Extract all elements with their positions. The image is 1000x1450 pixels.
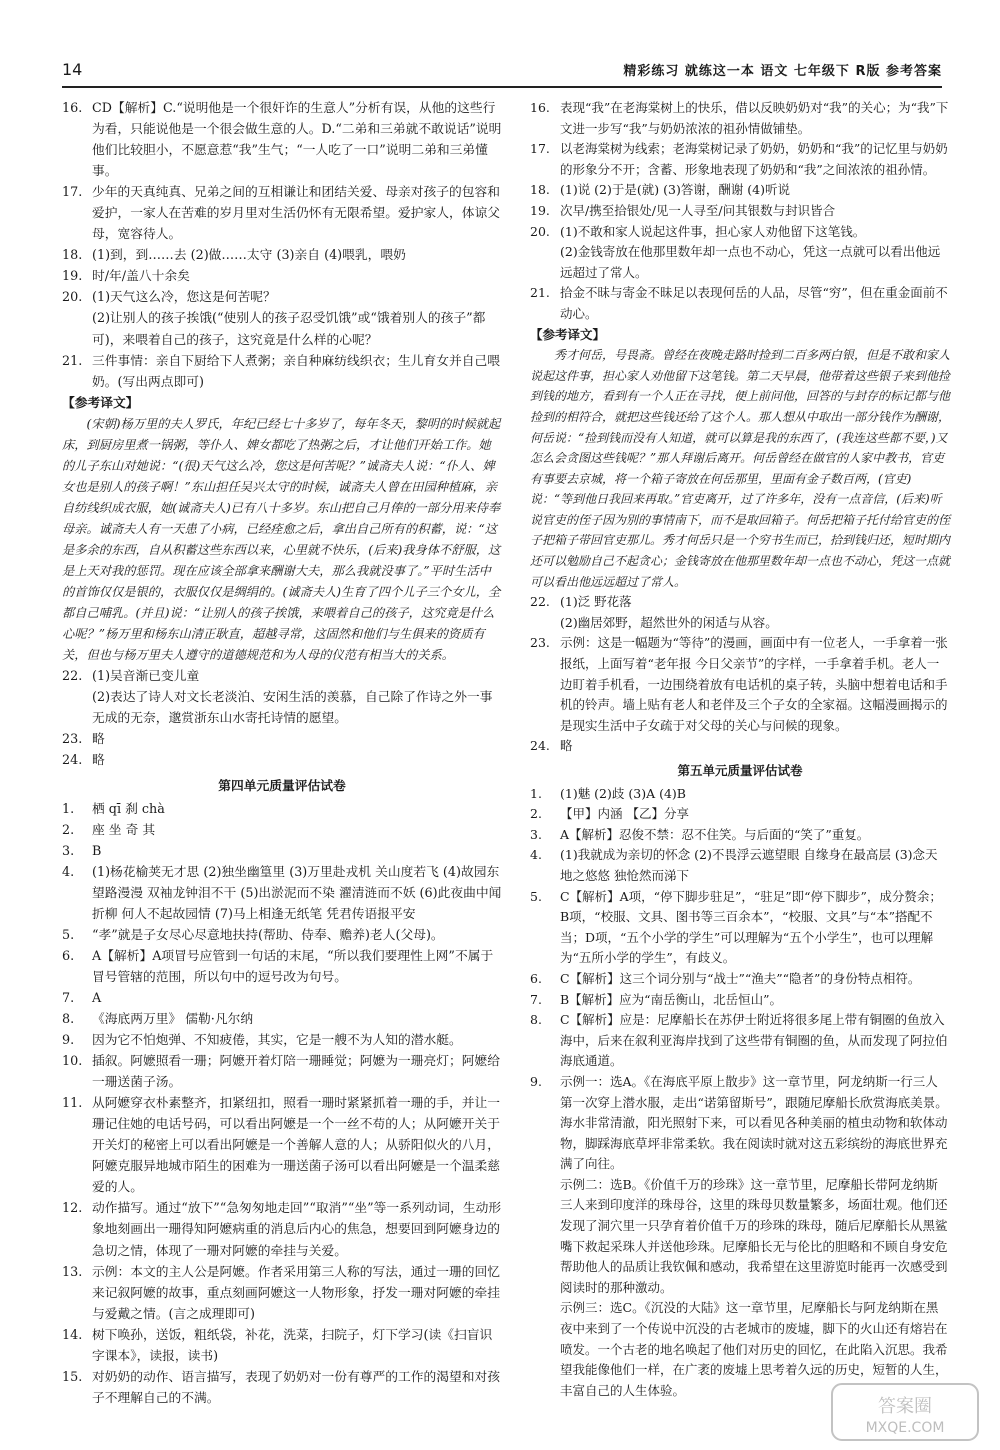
answer-item — [62, 862, 502, 925]
answer-item — [62, 287, 502, 308]
item-number: 3. — [62, 843, 75, 859]
item-number: 14. — [62, 1327, 83, 1343]
item-text: C【解析】应是：尼摩船长在苏伊士附近将很多尾上带有铜圈的鱼放入海中，后来在叙利亚海岸找到了这些带有铜圈的鱼，从而发现了阿拉伯海底通道。 — [560, 1012, 948, 1069]
left-column — [62, 98, 502, 1409]
item-text: A【解析】A项冒号应管到一句话的末尾，“所以我们要理性上网”不属于冒号管辖的范围，所以句中的逗号改为句号。 — [92, 948, 494, 985]
watermark-logo — [830, 1382, 980, 1442]
header-title: 精彩练习 就练这一本 语文 七年级下 R版 参考答案 — [623, 64, 942, 79]
item-text: 插叙。阿嬷照看一珊；阿嬷开着灯陪一珊睡觉；阿嬷为一珊亮灯；阿嬷给一珊送菌子汤。 — [92, 1054, 500, 1091]
item-text: 动作描写。通过“放下”“急匆匆地走回”“取消”“坐”等一系列动词，生动形象地刻画出一珊得知阿嬷病重的消息后内心的焦急，想要回到阿嬷身边的急切之情，体现了一珊对阿嬷的牵挂与关爱。 — [92, 1201, 502, 1259]
item-text: B【解析】应为“南岳衡山，北岳恒山”。 — [560, 991, 782, 1007]
item-text: (1)我就成为亲切的怀念 (2)不畏浮云遮望眼 自缘身在最高层 (3)念天地之悠悠 独怆然而涕下 — [560, 847, 938, 883]
item-text: 以老海棠树为线索；老海棠树记录了奶奶，奶奶和“我”的记忆里与奶奶的形象分不开；含蓄、形象地表现了奶奶和“我”之间浓浓的祖孙情。 — [560, 141, 948, 177]
answer-item — [530, 222, 950, 243]
answer-item — [62, 1367, 502, 1409]
item-number: 1. — [62, 801, 75, 817]
item-text: 略 — [92, 732, 105, 748]
item-number: 1. — [530, 785, 542, 801]
item-number: 16. — [62, 101, 83, 116]
item-text: (1)不敢和家人说起这件事，担心家人劝他留下这笔钱。 — [560, 223, 866, 239]
item-number: 18. — [62, 248, 83, 264]
item-number: 3. — [530, 826, 542, 842]
answer-item — [62, 820, 502, 841]
item-number: 19. — [530, 202, 550, 218]
page-number: 14 — [62, 60, 83, 79]
answer-item — [62, 182, 502, 245]
item-text: 从阿嬷穿衣朴素整齐，扣紧纽扣，照看一珊时紧紧抓着一珊的手，并让一珊记住她的电话号码，可以看出阿嬷是一个一丝不苟的人；从阿嬷开关于开关灯的秘密上可以看出阿嬷是一个善解人意的人；从骄阳似火的八月，阿嬷克服异地城市陌生的困难为一珊送菌子汤可以看出阿嬷是一个温柔慈爱的人。 — [92, 1096, 500, 1196]
item-text: C【解析】A项，“停下脚步驻足”，“驻足”即“停下脚步”，成分赘余；B项，“校服、文具、图书等三百余本”，“校服、文具”与“本”搭配不当；D项，“五个小学的学生”可以理解为“五个小学生”，也可以理解为“五所小学的学生”，有歧义。 — [560, 888, 942, 966]
answer-item — [530, 990, 950, 1011]
item-text: 示例：本文的主人公是阿嬷。作者采用第三人称的写法，通过一珊的回忆来记叙阿嬷的故事，重点刻画阿嬷这一人物形象，抒发一珊对阿嬷的牵挂与爱戴之情。(言之成理即可) — [92, 1264, 500, 1322]
answer-item — [530, 1175, 950, 1299]
item-text: 次早/携至拾银处/见一人寻至/问其银数与封识皆合 — [560, 202, 836, 218]
answer-item — [530, 845, 950, 886]
answer-item — [62, 98, 502, 182]
answer-item — [530, 825, 950, 846]
answer-item — [62, 1051, 502, 1093]
reference-translation: 秀才何岳，号畏斋。曾经在夜晚走路时捡到二百多两白银，但是不敢和家人说起这件事，担心家人劝他留下这笔钱。第二天早晨，他带着这些银子来到他捡到钱的地方，看到有一个人正在寻找，便上前问他，回答的与封存的标记都与他捡到的相符合，就把这些钱还给了这个人。那人想从中取出一部分钱作为酬谢，何岳说：“捡到钱而没有人知道，就可以算是我的东西了，(我连这些都不要，)又怎么会贪图这些钱呢？”那人拜谢后离开。何岳曾经在做官的人家中教书，官吏有事要去京城，将一个箱子寄放在何岳那里，里面有金子数百两，(官吏)说：“等到他日我回来再取。”官吏离开，过了许多年，没有一点音信，(后来)听说官吏的侄子因为别的事情南下，而不是取回箱子。何岳把箱子托付给官吏的侄子把箱子带回官吏那儿。秀才何岳只是一个穷书生而已，拾到钱归还，短时期内还可以勉励自己不起贪心；金钱寄放在他那里数年却一点也不动心，凭这一点就可以看出他远远超过了常人。 — [530, 348, 951, 589]
item-number: 8. — [530, 1012, 542, 1028]
item-number: 10. — [62, 1054, 83, 1070]
item-number: 23. — [530, 635, 550, 651]
answer-item — [62, 1093, 502, 1198]
item-text: (1)天气这么冷，您这是何苦呢？ — [92, 290, 276, 306]
section-title: 第四单元质量评估试卷 — [218, 778, 346, 794]
reference-translation: (宋朝)杨万里的夫人罗氏，年纪已经七十多岁了，每年冬天，黎明的时候就起床，到厨房里煮一锅粥，等仆人、婢女都吃了热粥之后，才让他们开始工作。她的儿子东山对她说：“(很)天气这么冷，您这是何苦呢？”诚斋夫人说：“仆人、婢女也是别人的孩子啊！”东山担任吴兴太守的时候，诚斋夫人曾在田园种植麻，亲自纺线织成衣服，她(诚斋夫人)已有八十多岁。东山把自己月俸的一部分用来侍奉母亲。诚斋夫人有一天患了小病，已经痊愈之后，拿出自己所有的积蓄，说：“这是多余的东西，自从积蓄这些东西以来，心里就不快乐，(后来)我身体不舒服，这是上天对我的惩罚。现在应该全部拿来酬谢大夫，那么我就没事了。”平时生活中的首饰仅仅是银的，衣服仅仅是绸绢的。(诚斋夫人)生育了四个儿子三个女儿，全都自己哺乳。(并且)说：“让别人的孩子挨饿，来喂着自己的孩子，这究竟是什么心呢？”杨万里和杨东山清正耿直，超越寻常，这固然和他们与生俱来的资质有关，但也与杨万里夫人遵守的道德规范和为人母的仪范有相当大的关系。 — [62, 416, 501, 663]
item-number: 7. — [530, 991, 542, 1007]
answer-item — [530, 1010, 950, 1072]
answer-item — [62, 666, 502, 687]
item-text: 时/年/盖八十余矣 — [92, 269, 190, 285]
item-number: 20. — [62, 290, 83, 306]
item-text: 少年的天真纯真、兄弟之间的互相谦让和团结关爱、母亲对孩子的包容和爱护，一家人在苦难的岁月里对生活仍怀有无限希望。爱护家人，体谅父母，宽容待人。 — [92, 185, 500, 243]
item-number: 24. — [530, 738, 550, 754]
answer-item — [530, 180, 950, 201]
answer-item — [530, 201, 950, 222]
item-number: 8. — [62, 1012, 75, 1028]
item-number: 15. — [62, 1369, 83, 1385]
item-number: 21. — [530, 285, 550, 301]
item-number: 21. — [62, 353, 83, 369]
item-number — [530, 613, 560, 634]
item-text: 因为它不怕炮弹、不知疲倦，其实，它是一艘不为人知的潜水艇。 — [92, 1033, 462, 1049]
answer-item — [530, 784, 950, 805]
answer-item — [62, 266, 502, 287]
answer-item — [530, 613, 950, 634]
item-text: (1)杨花榆荚无才思 (2)独坐幽篁里 (3)万里赴戎机 关山度若飞 (4)故园东望路漫漫 双袖龙钟泪不干 (5)出淤泥而不染 濯清涟而不妖 (6)此夜曲中闻折柳 何人不起故园情 (7)马上相逢无纸笔 凭君传语报平安 — [92, 864, 502, 922]
answer-item — [530, 242, 950, 283]
item-text: (1)到，到……去 (2)做……太守 (3)亲自 (4)喂乳，喂奶 — [92, 248, 406, 264]
answer-item — [62, 351, 502, 393]
item-text: 拾金不昧与寄金不昧足以表现何岳的人品，尽管“穷”，但在重金面前不动心。 — [560, 285, 948, 321]
item-number: 23. — [62, 732, 83, 748]
item-number: 4. — [530, 847, 542, 863]
item-number: 11. — [62, 1096, 83, 1112]
item-text: C【解析】这三个词分别与“战士”“渔夫”“隐者”的身份特点相符。 — [560, 970, 921, 986]
answer-item — [62, 750, 502, 771]
answer-item — [530, 98, 950, 139]
item-text: 表现“我”在老海棠树上的快乐，借以反映奶奶对“我”的关心；为“我”下文进一步写“我”与奶奶浓浓的祖孙情做铺垫。 — [560, 100, 949, 136]
item-number — [530, 242, 560, 283]
item-number: 22. — [62, 669, 83, 685]
answer-item — [62, 308, 502, 350]
item-text: A【解析】忍俊不禁：忍不住笑。与后面的“笑了”重复。 — [560, 826, 870, 842]
item-number: 22. — [530, 594, 550, 610]
answer-item — [530, 1072, 950, 1175]
item-text: 《海底两万里》 儒勒·凡尔纳 — [92, 1012, 254, 1028]
item-number — [62, 687, 92, 729]
answer-item — [62, 925, 502, 946]
answer-item — [530, 969, 950, 990]
svg-text:MXQE.COM: MXQE.COM — [865, 1420, 945, 1436]
item-number: 17. — [530, 141, 550, 157]
item-text: A — [92, 990, 102, 1006]
item-text: 【甲】内涵 【乙】分享 — [560, 806, 689, 822]
answer-item — [62, 988, 502, 1009]
item-number: 16. — [530, 100, 550, 115]
item-number: 17. — [62, 185, 83, 201]
item-text: “孝”就是子女尽心尽意地扶持(帮助、侍奉、赡养)老人(父母)。 — [92, 927, 444, 943]
answer-item — [62, 1030, 502, 1051]
answer-item — [62, 799, 502, 820]
item-number: 7. — [62, 990, 75, 1006]
answer-item — [62, 1262, 502, 1325]
item-number — [530, 1175, 560, 1299]
item-text: (1)说 (2)于是(就) (3)答谢，酬谢 (4)听说 — [560, 182, 790, 198]
reference-translation-title: 【参考译文】 — [530, 326, 606, 342]
answer-item — [62, 687, 502, 729]
item-text: 示例一：选A。《在海底平原上散步》这一章节里，阿龙纳斯一行三人第一次穿上潜水服，走出“诺第留斯号”，跟随尼摩船长欣赏海底美景。海水非常清澈，阳光照射下来，可以看见各种美丽的植虫动物和软体动物，脚踩海底草坪非常柔软。我在阅读时就对这五彩缤纷的海底世界充满了向往。 — [560, 1073, 948, 1172]
item-text: (2)幽居郊野，超然世外的闲适与从容。 — [560, 614, 778, 630]
item-number: 18. — [530, 182, 550, 198]
page-header — [62, 58, 942, 86]
answer-item — [62, 1325, 502, 1367]
item-number: 6. — [530, 970, 542, 986]
right-column — [530, 98, 950, 1401]
item-text: 示例三：选C。《沉没的大陆》这一章节里，尼摩船长与阿龙纳斯在黑夜中来到了一个传说中沉没的古老城市的废墟，脚下的火山还有熔岩在喷发。一个古老的地名唤起了他们对历史的回忆，在此陷入沉思。我希望我能像他们一样，在广袤的废墟上思考着久远的历史，短暂的人生，丰富自己的人生体验。 — [560, 1300, 948, 1398]
section-title: 第五单元质量评估试卷 — [677, 763, 803, 778]
item-text: (2)让别人的孩子挨饿(“使别人的孩子忍受饥饿”或“饿着别人的孩子”都可)，来喂着自己的孩子，这究竟是什么样的心呢？ — [92, 311, 486, 348]
answer-item — [62, 1198, 502, 1261]
answer-item — [530, 283, 950, 324]
item-number: 9. — [530, 1073, 542, 1089]
item-number — [530, 1298, 560, 1401]
item-number: 9. — [62, 1033, 75, 1049]
item-number: 19. — [62, 269, 83, 285]
item-number — [62, 308, 92, 350]
item-text: 略 — [92, 753, 105, 769]
item-text: B — [92, 843, 102, 859]
item-text: (1)魅 (2)歧 (3)A (4)B — [560, 785, 686, 801]
answer-item — [62, 841, 502, 862]
item-number: 12. — [62, 1201, 83, 1217]
header-rule — [62, 86, 942, 88]
item-text: 示例：这是一幅题为“等待”的漫画，画面中有一位老人，一手拿着一张报纸，上面写着“老年报 今日父亲节”的字样，一手拿着手机。老人一边盯着手机看，一边围绕着放有电话机的桌子转，头脑中想着电话和手机的铃声。墙上贴有老人和老伴及三个子女的全家福。这幅漫画揭示的是现实生活中子女疏于对父母的关心与问候的现象。 — [560, 635, 948, 733]
item-text: 座 坐 奇 其 — [92, 822, 156, 838]
item-text: 示例二：选B。《价值千万的珍珠》这一章节里，尼摩船长带阿龙纳斯三人来到印度洋的珠母谷，这里的珠母贝数量繁多，场面壮观。他们还发现了洞穴里一只孕育着价值千万的珍珠的珠母，随后尼摩船长从黑鲨嘴下救起采珠人并送他珍珠。尼摩船长无与伦比的胆略和不顾自身安危帮助他人的品质让我钦佩和感动，我希望在这里游览时能再一次感受到阅读时的那种激动。 — [560, 1176, 948, 1295]
item-text: 略 — [560, 738, 573, 754]
answer-item — [62, 1009, 502, 1030]
item-text: 对奶奶的动作、语言描写，表现了奶奶对一份有尊严的工作的渴望和对孩子不理解自己的不满。 — [92, 1369, 500, 1406]
answer-item — [62, 245, 502, 266]
answer-item — [530, 139, 950, 180]
item-number: 6. — [62, 948, 75, 964]
item-number: 20. — [530, 223, 550, 239]
item-number: 2. — [62, 822, 75, 838]
answer-item — [62, 946, 502, 988]
svg-text:答案圈: 答案圈 — [878, 1396, 932, 1417]
item-text: (1)泛 野花落 — [560, 594, 632, 610]
item-text: CD【解析】C.“说明他是一个很奸诈的生意人”分析有误，从他的这些行为看，只能说他是一个很会做生意的人。D.“二弟和三弟就不敢说话”说明他们比较胆小，不愿意惹“我”生气；“一人吃了一口”说明二弟和三弟懂事。 — [92, 101, 502, 180]
item-number: 13. — [62, 1264, 83, 1280]
item-number: 5. — [62, 927, 75, 943]
item-text: (1)吴音渐已变儿童 — [92, 669, 200, 685]
item-number: 2. — [530, 806, 542, 822]
answer-item — [530, 736, 950, 757]
answer-item — [530, 804, 950, 825]
item-text: (2)表达了诗人对文长老淡泊、安闲生活的羡慕，自己除了作诗之外一事无成的无奈，邈赏浙东山水寄托诗情的愿望。 — [92, 690, 493, 727]
item-text: (2)金钱寄放在他那里数年却一点也不动心，凭这一点就可以看出他远远超过了常人。 — [560, 244, 941, 280]
item-number: 24. — [62, 753, 83, 769]
item-text: 树下唤孙，送饭，粗纸袋，补花，洗菜，扫院子，灯下学习(读《扫盲识字课本》，读报，读书) — [92, 1327, 493, 1364]
answer-item — [530, 633, 950, 736]
item-number: 4. — [62, 864, 75, 880]
answer-item — [530, 592, 950, 613]
answer-item — [62, 729, 502, 750]
item-text: 三件事情：亲自下厨给下人煮粥；亲自种麻纺线织衣；生儿育女并自己喂奶。(写出两点即可) — [92, 353, 500, 390]
item-number: 5. — [530, 888, 542, 904]
answer-item — [530, 887, 950, 969]
reference-translation-title: 【参考译文】 — [62, 395, 139, 411]
item-text: 栖 qī 刹 chà — [92, 801, 165, 817]
